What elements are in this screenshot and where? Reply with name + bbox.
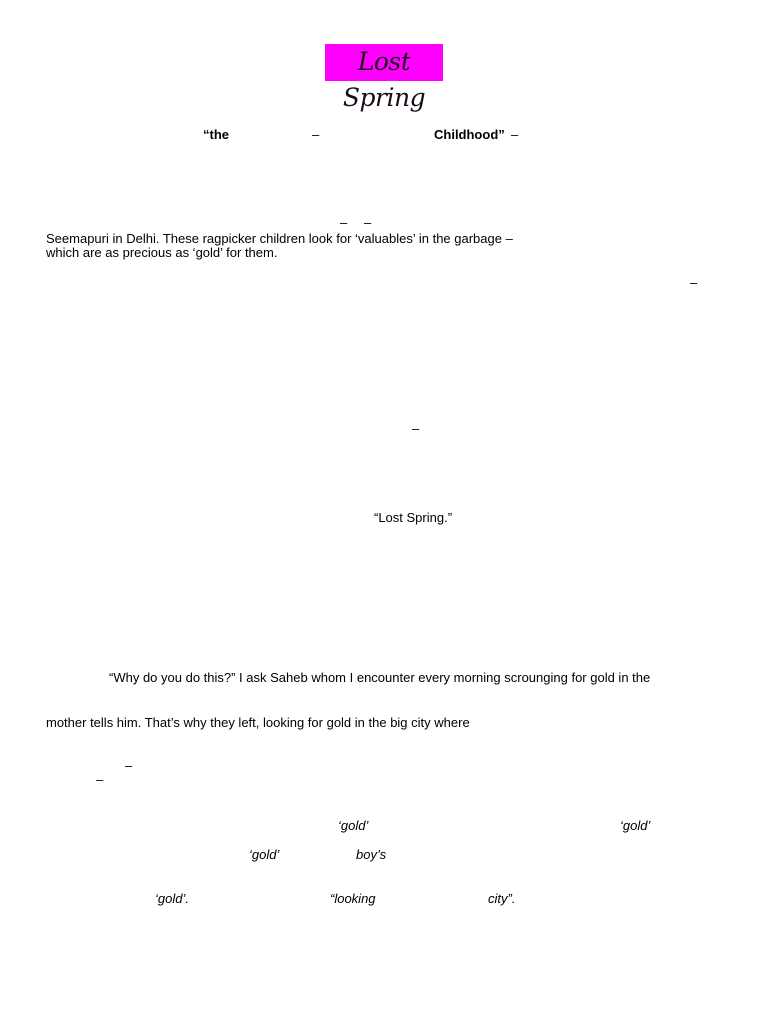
italic-looking: “looking	[330, 891, 376, 906]
heading-the: “the	[203, 127, 229, 142]
lower-dash-2: –	[96, 772, 104, 787]
para2-line-2: mother tells him. That’s why they left, looking for gold in the big city where	[46, 715, 470, 730]
lost-spring-quote: “Lost Spring.”	[374, 510, 453, 525]
italic-gold-4: ‘gold’.	[155, 891, 189, 906]
heading-dash-1: –	[312, 127, 320, 142]
italic-gold-3: ‘gold’	[249, 847, 280, 862]
document-title: Lost Spring	[325, 44, 443, 81]
italic-city: city”.	[488, 891, 516, 906]
lower-dash-1: –	[125, 758, 133, 773]
para1-dash-b: –	[364, 215, 372, 230]
middle-dash: –	[412, 421, 420, 436]
para1-line-1: Seemapuri in Delhi. These ragpicker children look for ‘valuables’ in the garbage –	[46, 231, 513, 246]
para1-dash-a: –	[340, 215, 348, 230]
heading-childhood: Childhood”	[434, 127, 505, 142]
heading-dash-2: –	[511, 127, 519, 142]
italic-gold-1: ‘gold’	[338, 818, 369, 833]
para2-line-1: “Why do you do this?” I ask Saheb whom I encounter every morning scrounging for gold in the	[109, 670, 651, 685]
italic-boys: boy’s	[356, 847, 387, 862]
para1-line-2: which are as precious as ‘gold’ for them.	[46, 245, 278, 260]
right-dash: –	[690, 275, 698, 290]
italic-gold-2: ‘gold’	[620, 818, 651, 833]
